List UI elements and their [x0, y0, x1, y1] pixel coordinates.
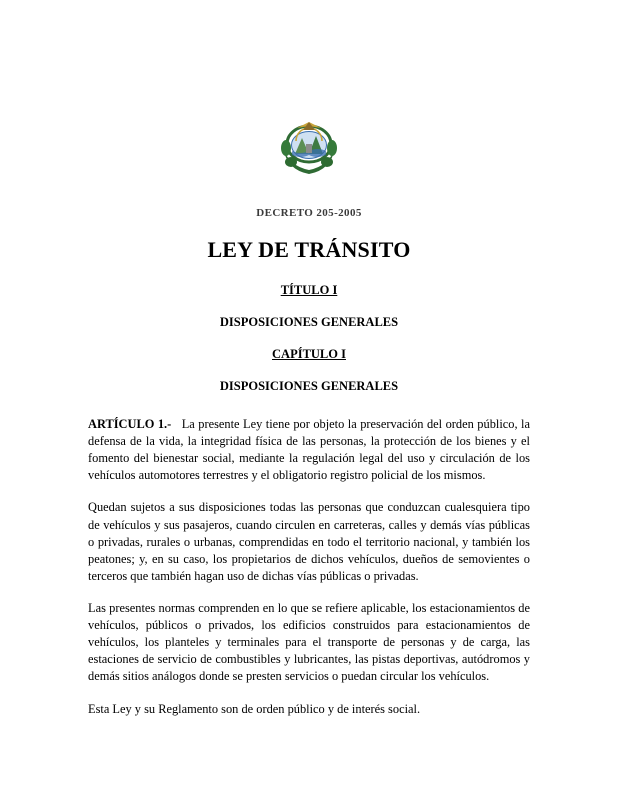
page-title: LEY DE TRÁNSITO	[207, 237, 411, 262]
honduras-coat-of-arms-icon	[275, 118, 343, 180]
heading-capitulo-i: CAPÍTULO I	[272, 347, 346, 361]
heading-disposiciones-generales-2: DISPOSICIONES GENERALES	[219, 379, 399, 393]
paragraph-2: Quedan sujetos a sus disposiciones todas las personas que conduzcan cualesquiera tipo de vehículos y sus pasajeros, cuando circulen en carreteras, calles y demás vías públicas o privadas, rurales o urbanas, comprendidas en todo el territorio nacional, y también los peatones; y, en su caso, los propietarios de dichos vehículos, dueños de semovientes o terceros que también hagan uso de dichas vías públicas o privadas.	[88, 500, 530, 583]
decree-number: DECRETO 205-2005	[256, 207, 362, 219]
paragraph-4: Esta Ley y su Reglamento son de orden público y de interés social.	[88, 701, 421, 716]
heading-titulo-i: TÍTULO I	[280, 283, 338, 297]
article-1-paragraph	[88, 416, 530, 484]
article-1-label: ARTÍCULO 1.-	[88, 417, 172, 431]
paragraph-3: Las presentes normas comprenden en lo que se refiere aplicable, los estacionamientos de vehículos, públicos o privados, los edificios construidos para estacionamientos de vehículos, los planteles y terminales para el transporte de personas y de carga, las estaciones de servicio de combustibles y lubricantes, las pistas deportivas, autódromos y demás sitios análogos donde se presten servicios o puedan circular los vehículos.	[88, 600, 530, 684]
article-1-text: La presente Ley tiene por objeto la preservación del orden público, la defensa de la vida, la integridad física de las personas, la protección de los bienes y el fomento del bienestar social, mediante la regulación legal del uso y circulación de los vehículos automotores terrestres y el obligatorio registro policial de los mismos.	[88, 417, 530, 483]
emblem-container	[88, 118, 530, 185]
heading-disposiciones-generales-1: DISPOSICIONES GENERALES	[219, 315, 399, 329]
